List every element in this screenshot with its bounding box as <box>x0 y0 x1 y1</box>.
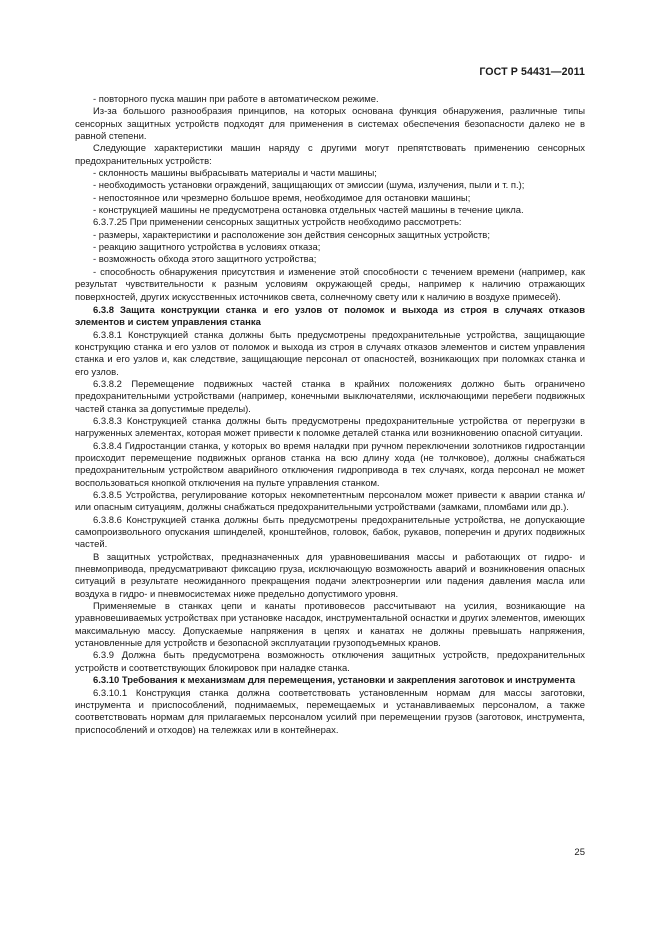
page-number: 25 <box>574 847 585 858</box>
list-item: - непостоянное или чрезмерно большое время, необходимое для остановки машины; <box>93 192 471 204</box>
clause-6-3-10-1: 6.3.10.1 Конструкция станка должна соответствовать установленным нормам для массы заготовки, инструмента и приспособлений, поднимаемых, перемещаемых и устанавливаемых персоналом, а также соответствовать нормам для прилагаемых персоналом усилий при перемещении грузов (заготовок, инструмента, приспособлений и отходов) на тележках или в контейнерах. <box>75 687 585 736</box>
clause-6-3-8-4: 6.3.8.4 Гидростанции станка, у которых во время наладки при ручном переключении золотников гидростанции происходит перемещение подвижных органов станка на всю длину хода (не толчковое), должны снабжаться предохранительным устройством аварийного отключения гидропривода в тех случаях, когда персонал не может воспользоваться кнопкой отключения на пульте управления станком. <box>75 440 585 489</box>
clause-6-3-8-5: 6.3.8.5 Устройства, регулирование которых некомпетентным персоналом может привести к аварии станка и/или опасным ситуациям, должны снабжаться предохранительными устройствами (замками, пломбами или др.). <box>75 490 585 514</box>
paragraph: В защитных устройствах, предназначенных для уравновешивания массы и работающих от гидро- и пневмопривода, предусматривают фиксацию груза, исключающую возможность аварий и возникновения опасных ситуаций в результате неожиданного прекращения подачи электроэнергии или падения давления масла или воздуха в гидро- и пневмосистемах ниже предельно допустимого уровня. <box>75 551 585 600</box>
list-item: - склонность машины выбрасывать материалы и части машины; <box>93 168 377 180</box>
clause-6-3-8-6: 6.3.8.6 Конструкцией станка должны быть предусмотрены предохранительные устройства, не допускающие самопроизвольного опускания шпинделей, кронштейнов, головок, бабок, рукавов, поперечин и других подвижных частей. <box>75 514 585 551</box>
clause-6-3-8-2: 6.3.8.2 Перемещение подвижных частей станка в крайних положениях должно быть ограничено предохранительными устройствами (например, конечными выключателями, исключающими перебеги подвижных частей станка за допустимые пределы). <box>75 378 585 415</box>
paragraph: Из-за большого разнообразия принципов, на которых основана функция обнаружения, различные типы сенсорных защитных устройств подходят для применения в системах обеспечения безопасности далеко не в равной степени. <box>75 106 585 143</box>
clause-6-3-7-25: 6.3.7.25 При применении сенсорных защитных устройств необходимо рассмотреть: <box>93 217 462 229</box>
section-heading-6-3-8: 6.3.8 Защита конструкции станка и его узлов от поломок и выхода из строя в случаях отказов элементов и систем управления станка <box>75 304 585 329</box>
paragraph: Следующие характеристики машин наряду с другими могут препятствовать применению сенсорных предохранительных устройств: <box>75 143 585 167</box>
clause-6-3-9: 6.3.9 Должна быть предусмотрена возможность отключения защитных устройств, предохранительных устройств и соответствующих блокировок при наладке станка. <box>75 650 585 674</box>
list-item: - размеры, характеристики и расположение зон действия сенсорных защитных устройств; <box>93 229 490 241</box>
paragraph: Применяемые в станках цепи и канаты противовесов рассчитывают на усилия, возникающие на уравновешиваемых устройствах при установке насадок, инструментальной оснастки и других элементов, имеющих максимальную массу. Допускаемые напряжения в цепях и канатах не должны превышать напряжения, установленные для устройств и безопасной эксплуатации грузоподъемных кранов. <box>75 601 585 650</box>
list-item: - реакцию защитного устройства в условиях отказа; <box>93 242 321 254</box>
clause-6-3-8-1: 6.3.8.1 Конструкцией станка должны быть предусмотрены предохранительные устройства, защищающие конструкцию станка и его узлов от поломок и выхода из строя в случаях отказов элементов и систем управления станка и его узлов и, как следствие, защищающие персонал от опасностей, возникающих при поломках станка и его узлов. <box>75 329 585 378</box>
section-heading-6-3-10: 6.3.10 Требования к механизмам для перемещения, установки и закрепления заготовок и инструмента <box>93 675 576 687</box>
document-header: ГОСТ Р 54431—2011 <box>479 66 585 78</box>
list-item: - необходимость установки ограждений, защищающих от эмиссии (шума, излучения, пыли и т. п.); <box>93 180 525 192</box>
document-body <box>75 94 585 737</box>
clause-6-3-8-3: 6.3.8.3 Конструкцией станка должны быть предусмотрены предохранительные устройства от перегрузки в нагруженных элементах, которая может привести к поломке деталей станка или возникновению опасной ситуации. <box>75 415 585 440</box>
list-item: - конструкцией машины не предусмотрена остановка отдельных частей машины в течение цикла. <box>93 205 524 217</box>
list-item: - способность обнаружения присутствия и изменение этой способности с течением времени (например, как результат чувствительности к разным условиям окружающей среды, например к наличию отражающих поверхностей, других искусственных источников света, солнечному свету или к наличию в воздухе примесей). <box>75 266 585 303</box>
list-item: - повторного пуска машин при работе в автоматическом режиме. <box>93 94 379 105</box>
list-item: - возможность обхода этого защитного устройства; <box>93 254 317 266</box>
